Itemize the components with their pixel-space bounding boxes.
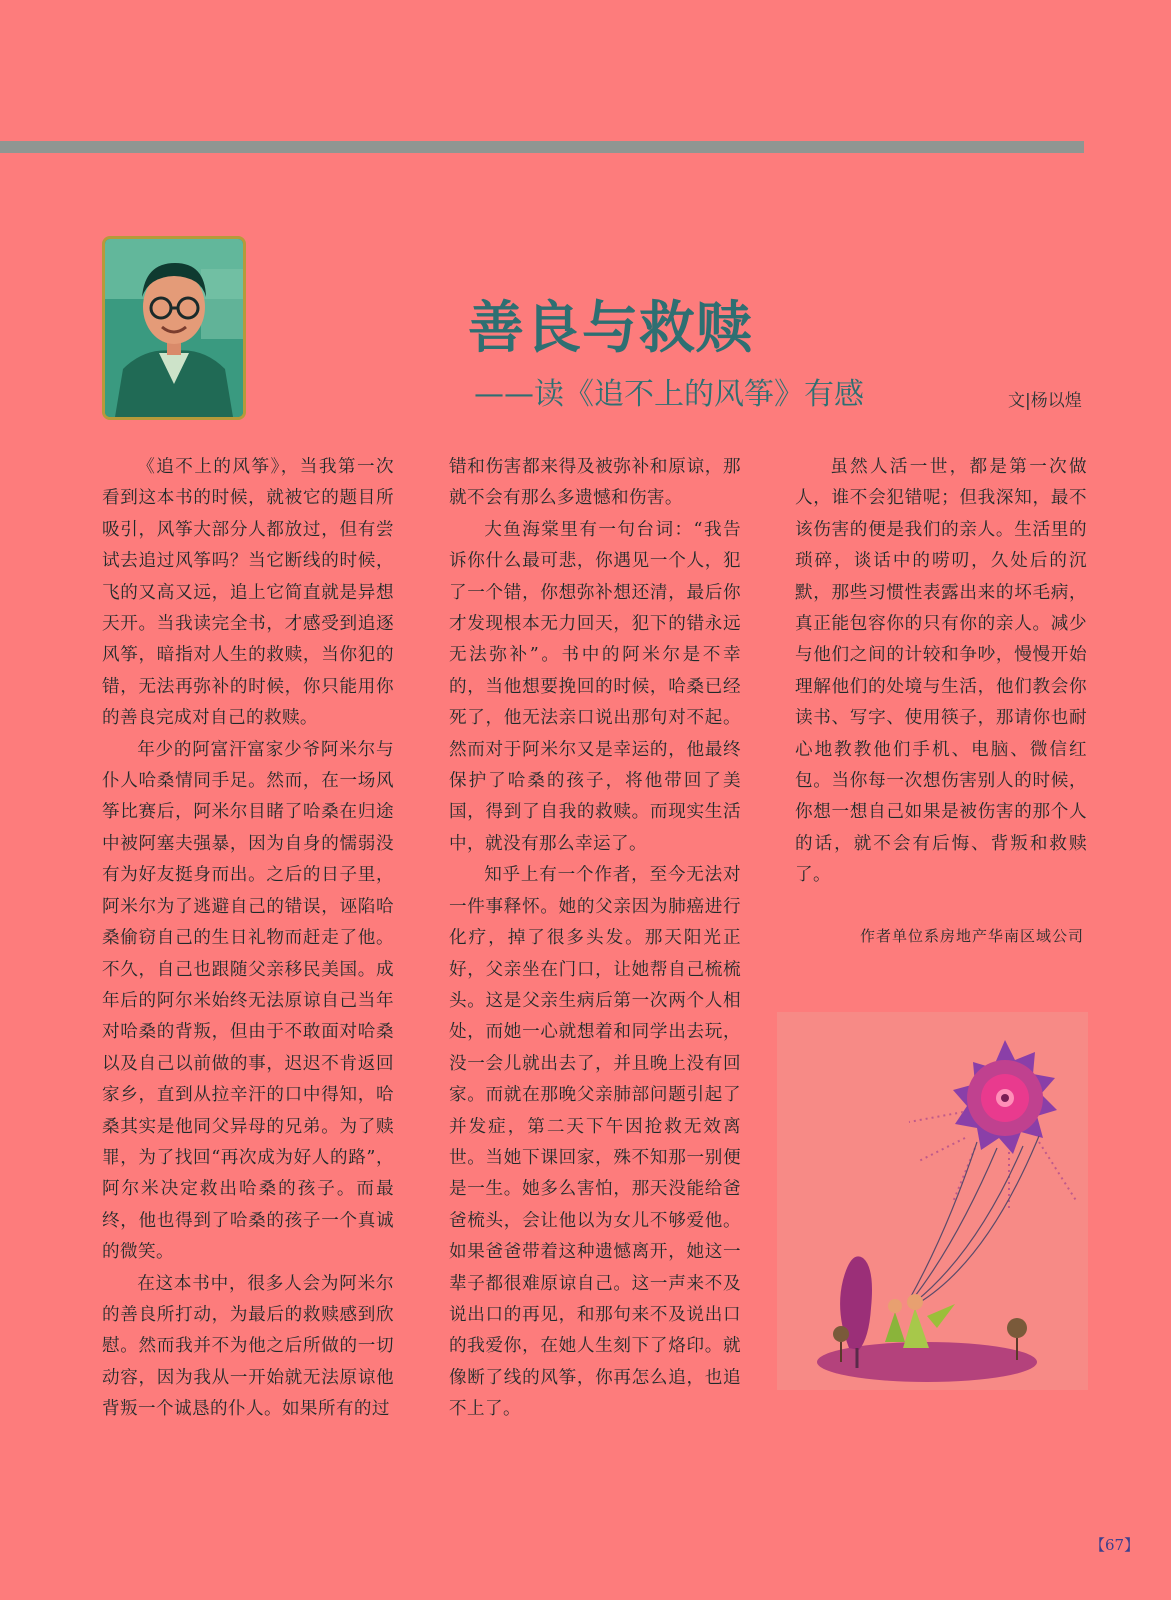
kite-children-icon	[777, 1012, 1088, 1390]
author-affiliation: 作者单位系房地产华南区域公司	[859, 927, 1084, 945]
paragraph: 年少的阿富汗富家少爷阿米尔与仆人哈桑情同手足。然而，在一场风筝比赛后，阿米尔目睹了哈桑在归途中被阿塞夫强暴，因为自身的懦弱没有为好友挺身而出。之后的日子里，阿米尔为了逃避自己的错误，诬陷哈桑偷窃自己的生日礼物而赶走了他。不久，自己也跟随父亲移民美国。成年后的阿尔米始终无法原谅自己当年对哈桑的背叛，但由于不敢面对哈桑以及自己以前做的事，迟迟不肯返回家乡，直到从拉辛汗的口中得知，哈桑其实是他同父异母的兄弟。为了赎罪，为了找回“再次成为好人的路”，阿尔米决定救出哈桑的孩子。而最终，他也得到了哈桑的孩子一个真诚的微笑。	[102, 739, 394, 1263]
text-column-2	[449, 452, 741, 1426]
paragraph: 虽然人活一世，都是第一次做人，谁不会犯错呢；但我深知，最不该伤害的便是我们的亲人。生活里的琐碎，谈话中的唠叨，久处后的沉默，那些习惯性表露出来的坏毛病，真正能包容你的只有你的亲人。减少与他们之间的计较和争吵，慢慢开始理解他们的处境与生活，他们教会你读书、写字、使用筷子，那请你也耐心地教教他们手机、电脑、微信红包。当你每一次想伤害别人的时候，你想一想自己如果是被伤害的那个人的话，就不会有后悔、背叛和救赎了。	[795, 457, 1087, 886]
paragraph: 知乎上有一个作者，至今无法对一件事释怀。她的父亲因为肺癌进行化疗，掉了很多头发。那天阳光正好，父亲坐在门口，让她帮自己梳梳头。这是父亲生病后第一次两个人相处，而她一心就想着和同学出去玩，没一会儿就出去了，并且晚上没有回家。而就在那晚父亲肺部问题引起了并发症，第二天下午因抢救无效离世。当她下课回家，殊不知那一别便是一生。她多么害怕，那天没能给爸爸梳头，会让他以为女儿不够爱他。如果爸爸带着这种遗憾离开，她这一辈子都很难原谅自己。这一声来不及说出口的再见，和那句来不及说出口的我爱你，在她人生刻下了烙印。就像断了线的风筝，你再怎么追，也追不上了。	[449, 865, 741, 1420]
text-column-3	[795, 452, 1087, 892]
author-portrait	[102, 236, 246, 420]
paragraph: 错和伤害都来得及被弥补和原谅，那就不会有那么多遗憾和伤害。	[449, 457, 741, 509]
paragraph: 大鱼海棠里有一句台词：“我告诉你什么最可悲，你遇见一个人，犯了一个错，你想弥补想还清，最后你才发现根本无力回天，犯下的错永远无法弥补”。书中的阿米尔是不幸的，当他想要挽回的时候，哈桑已经死了，他无法亲口说出那句对不起。然而对于阿米尔又是幸运的，他最终保护了哈桑的孩子，将他带回了美国，得到了自我的救赎。而现实生活中，就没有那么幸运了。	[449, 519, 741, 854]
article-title: 善良与救赎	[468, 296, 753, 361]
text-column-1	[102, 452, 394, 1426]
header-rule	[0, 141, 1084, 153]
article-subtitle: ——读《追不上的风筝》有感	[474, 377, 864, 412]
paragraph: 《追不上的风筝》，当我第一次看到这本书的时候，就被它的题目所吸引，风筝大部分人都放过，但有尝试去追过风筝吗？当它断线的时候，飞的又高又远，追上它简直就是异想天开。当我读完全书，才感受到追逐风筝，暗指对人生的救赎，当你犯的错，无法再弥补的时候，你只能用你的善良完成对自己的救赎。	[102, 457, 394, 729]
page-number: 【67】	[1090, 1536, 1140, 1554]
article-author: 文|杨以煌	[1008, 391, 1082, 411]
kite-illustration	[777, 1012, 1088, 1390]
paragraph: 在这本书中，很多人会为阿米尔的善良所打动，为最后的救赎感到欣慰。然而我并不为他之后所做的一切动容，因为我从一开始就无法原谅他背叛一个诚恳的仆人。如果所有的过	[102, 1273, 394, 1420]
portrait-figure-icon	[105, 239, 243, 417]
